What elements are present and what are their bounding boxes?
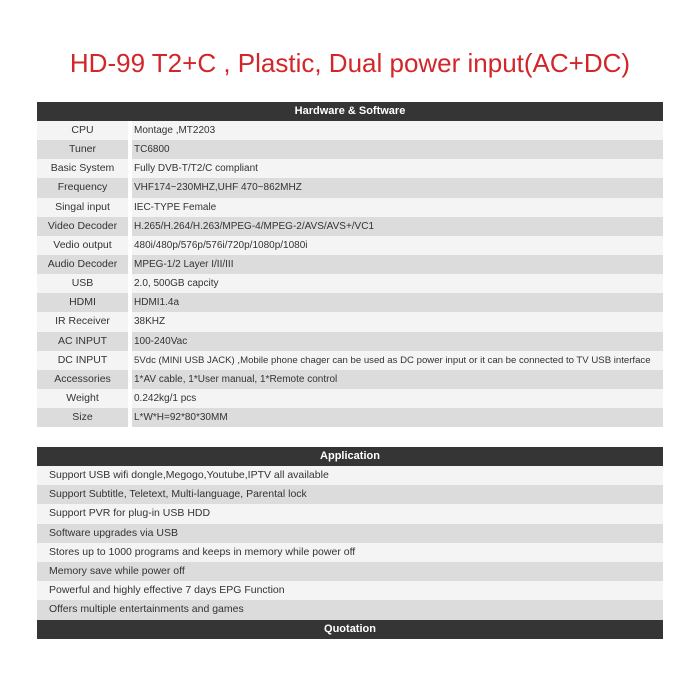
list-item: Memory save while power off (37, 562, 663, 581)
spec-value: Montage ,MT2203 (132, 121, 663, 140)
table-row (37, 370, 663, 389)
spec-label: Size (37, 408, 128, 427)
table-row (37, 408, 663, 427)
spec-label: Singal input (37, 198, 128, 217)
list-item: Support USB wifi dongle,Megogo,Youtube,IPTV all available (37, 466, 663, 485)
table-row (37, 140, 663, 159)
spec-label: HDMI (37, 293, 128, 312)
table-row (37, 312, 663, 331)
list-item: Support PVR for plug-in USB HDD (37, 504, 663, 523)
spec-value: Fully DVB-T/T2/C compliant (132, 159, 663, 178)
spec-value: H.265/H.264/H.263/MPEG-4/MPEG-2/AVS/AVS+/VC1 (132, 217, 663, 236)
spec-value: 2.0, 500GB capcity (132, 274, 663, 293)
list-item: Software upgrades via USB (37, 524, 663, 543)
list-item: Support Subtitle, Teletext, Multi-language, Parental lock (37, 485, 663, 504)
list-item: Stores up to 1000 programs and keeps in memory while power off (37, 543, 663, 562)
spec-label: Tuner (37, 140, 128, 159)
page-title: HD-99 T2+C , Plastic, Dual power input(AC+DC) (69, 48, 631, 78)
spec-value: 100-240Vac (132, 332, 663, 351)
table-row (37, 293, 663, 312)
list-item: Offers multiple entertainments and games (37, 600, 663, 619)
table-row (37, 217, 663, 236)
spec-value: IEC-TYPE Female (132, 198, 663, 217)
table-row (37, 236, 663, 255)
hardware-section-header: Hardware & Software (37, 102, 663, 121)
spec-label: Frequency (37, 178, 128, 197)
table-row (37, 178, 663, 197)
application-list (37, 466, 663, 620)
spec-label: DC INPUT (37, 351, 128, 370)
spec-label: IR Receiver (37, 312, 128, 331)
table-row (37, 389, 663, 408)
spec-label: Basic System (37, 159, 128, 178)
spec-value: 0.242kg/1 pcs (132, 389, 663, 408)
table-row (37, 332, 663, 351)
spec-label: USB (37, 274, 128, 293)
table-row (37, 274, 663, 293)
spec-value: 38KHZ (132, 312, 663, 331)
spec-value: L*W*H=92*80*30MM (132, 408, 663, 427)
table-row (37, 255, 663, 274)
spec-value: MPEG-1/2 Layer I/II/III (132, 255, 663, 274)
spec-value: 1*AV cable, 1*User manual, 1*Remote control (132, 370, 663, 389)
application-section-header: Application (37, 447, 663, 466)
spec-label: CPU (37, 121, 128, 140)
spec-label: Audio Decoder (37, 255, 128, 274)
spec-value: HDMI1.4a (132, 293, 663, 312)
hardware-table (37, 121, 663, 427)
spec-value: TC6800 (132, 140, 663, 159)
quotation-section-header: Quotation (37, 620, 663, 639)
list-item: Powerful and highly effective 7 days EPG Function (37, 581, 663, 600)
spec-value: VHF174~230MHZ,UHF 470~862MHZ (132, 178, 663, 197)
table-row (37, 159, 663, 178)
spec-label: Weight (37, 389, 128, 408)
table-row (37, 121, 663, 140)
table-row (37, 198, 663, 217)
spec-label: AC INPUT (37, 332, 128, 351)
spec-label: Accessories (37, 370, 128, 389)
spec-label: Video Decoder (37, 217, 128, 236)
spec-label: Vedio output (37, 236, 128, 255)
table-row (37, 351, 663, 370)
spec-value: 480i/480p/576p/576i/720p/1080p/1080i (132, 236, 663, 255)
spec-value: 5Vdc (MINI USB JACK) ,Mobile phone chager can be used as DC power input or it can be connected to TV USB interface (132, 351, 663, 370)
